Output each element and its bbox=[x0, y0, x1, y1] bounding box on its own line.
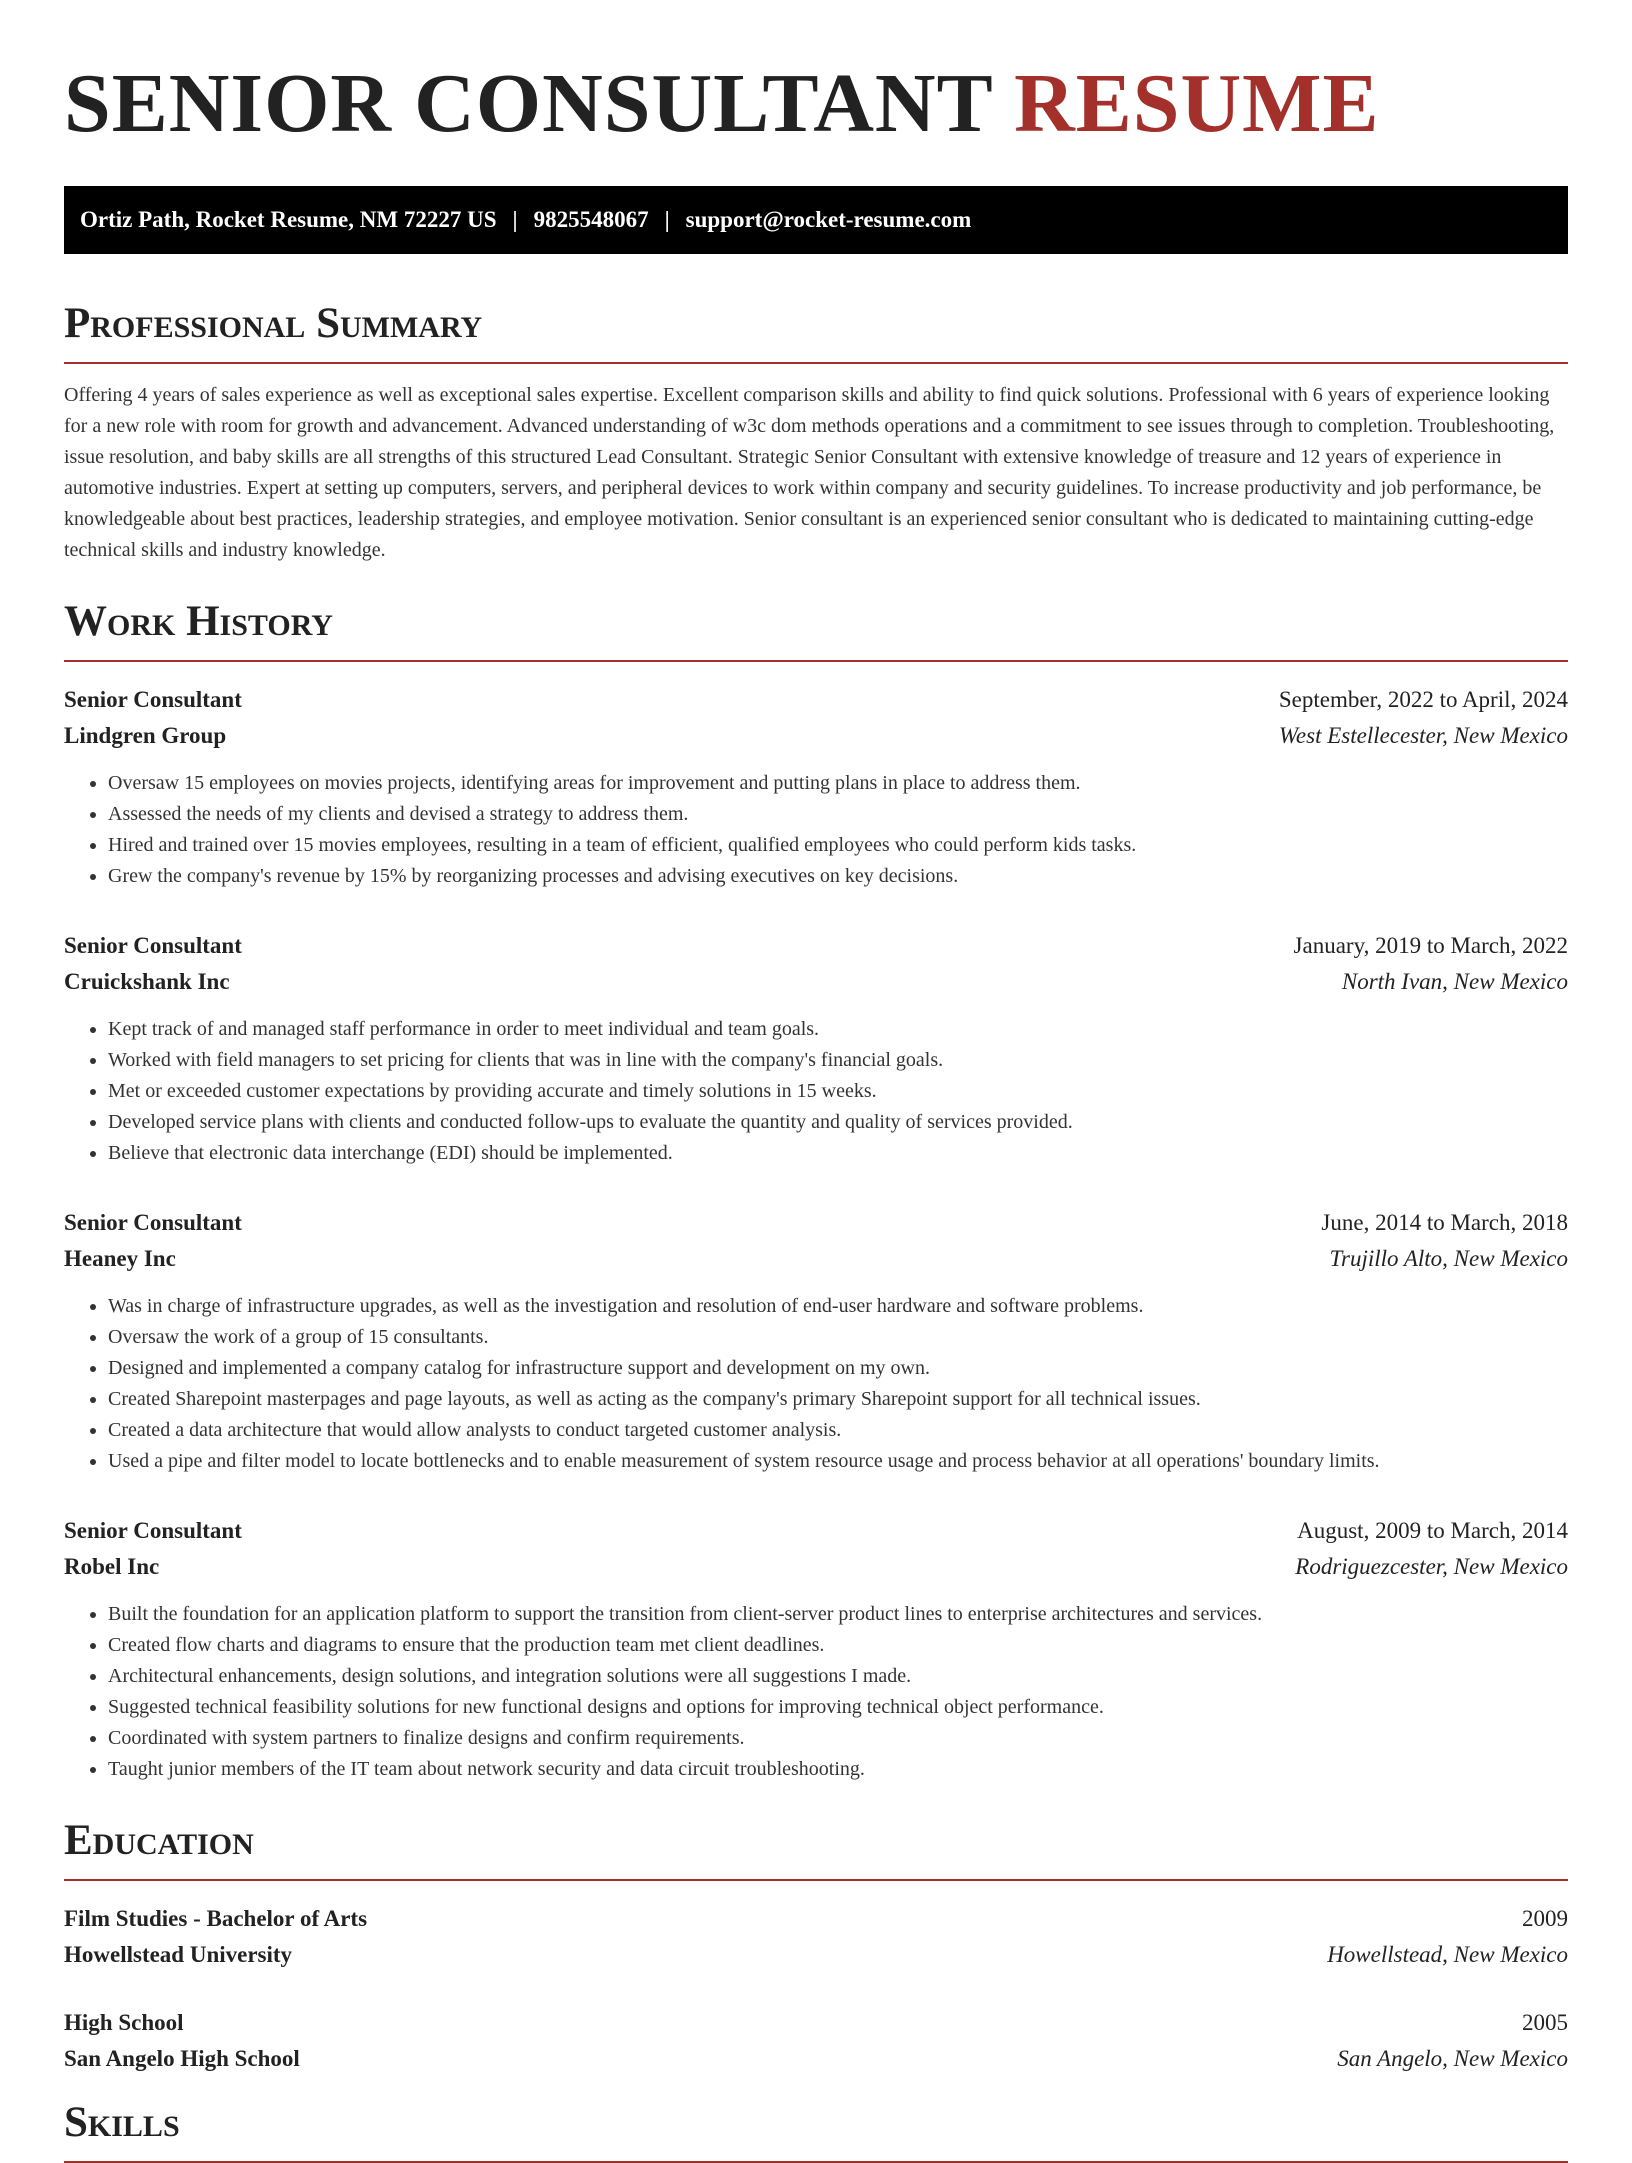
education-school: Howellstead University bbox=[64, 1942, 293, 1967]
job-company: Robel Inc bbox=[64, 1554, 160, 1579]
job-bullet: • Built the foundation for an application platform to support the transition from client-server product lines to enterprise architectures and services. bbox=[108, 1599, 1568, 1630]
job-bullet: • Assessed the needs of my clients and devised a strategy to address them. bbox=[108, 799, 1568, 830]
education-year: 2005 bbox=[1522, 2010, 1568, 2035]
contact-separator: | bbox=[664, 207, 670, 232]
job-bullet: • Hired and trained over 15 movies employees, resulting in a team of efficient, qualified employees who could perform kids tasks. bbox=[108, 830, 1568, 861]
job-entry bbox=[64, 1205, 1568, 1477]
contact-email: support@rocket-resume.com bbox=[685, 207, 972, 232]
job-title: Senior Consultant bbox=[64, 933, 242, 958]
job-dates: January, 2019 to March, 2022 bbox=[1293, 933, 1568, 958]
job-location: Rodriguezcester, New Mexico bbox=[1295, 1554, 1568, 1579]
job-company-row bbox=[64, 1241, 1568, 1277]
resume-title bbox=[64, 0, 1568, 152]
job-bullet: • Oversaw 15 employees on movies projects, identifying areas for improvement and putting plans in place to address them. bbox=[108, 768, 1568, 799]
job-bullet: • Created Sharepoint masterpages and page layouts, as well as acting as the company's primary Sharepoint support for all technical issues. bbox=[108, 1384, 1568, 1415]
job-entry bbox=[64, 928, 1568, 1169]
education-degree-row bbox=[64, 2005, 1568, 2041]
contact-bar bbox=[64, 186, 1568, 254]
job-company: Heaney Inc bbox=[64, 1246, 176, 1271]
job-bullets bbox=[64, 1014, 1568, 1169]
job-company-row bbox=[64, 1549, 1568, 1585]
job-bullet: • Believe that electronic data interchange (EDI) should be implemented. bbox=[108, 1138, 1568, 1169]
summary-text: Offering 4 years of sales experience as well as exceptional sales expertise. Excellent comparison skills and ability to find quick solutions. Professional with 6 years of experience looking for a new role with room for growth and advancement. Advanced understanding of w3c dom methods operations and a commitment to see issues through to completion. Troubleshooting, issue resolution, and baby skills are all strengths of this structured Lead Consultant. Strategic Senior Consultant with extensive knowledge of treasure and 12 years of experience in automotive industries. Expert at setting up computers, servers, and peripheral devices to work within company and security guidelines. To increase productivity and job performance, be knowledgeable about best practices, leadership strategies, and employee motivation. Senior consultant is an experienced senior consultant who is dedicated to maintaining cutting-edge technical skills and industry knowledge. bbox=[64, 384, 1555, 561]
job-bullet: • Suggested technical feasibility solutions for new functional designs and options for improving technical object performance. bbox=[108, 1692, 1568, 1723]
education-entry bbox=[64, 1901, 1568, 1973]
education-school-row bbox=[64, 2041, 1568, 2077]
education-degree: High School bbox=[64, 2010, 184, 2035]
job-company: Lindgren Group bbox=[64, 723, 227, 748]
job-bullet: • Worked with field managers to set pricing for clients that was in line with the company's financial goals. bbox=[108, 1045, 1568, 1076]
education-entry bbox=[64, 2005, 1568, 2077]
education-location: San Angelo, New Mexico bbox=[1337, 2046, 1568, 2071]
job-bullet: • Oversaw the work of a group of 15 consultants. bbox=[108, 1322, 1568, 1353]
job-bullets bbox=[64, 768, 1568, 892]
summary-heading: Professional Summary bbox=[64, 298, 1568, 364]
job-bullet: • Developed service plans with clients and conducted follow-ups to evaluate the quantity and quality of services provided. bbox=[108, 1107, 1568, 1138]
education-location: Howellstead, New Mexico bbox=[1327, 1942, 1568, 1967]
job-bullet: • Grew the company's revenue by 15% by reorganizing processes and advising executives on key decisions. bbox=[108, 861, 1568, 892]
job-bullet: • Taught junior members of the IT team about network security and data circuit troubleshooting. bbox=[108, 1754, 1568, 1785]
job-bullets bbox=[64, 1291, 1568, 1477]
job-bullet: • Architectural enhancements, design solutions, and integration solutions were all suggestions I made. bbox=[108, 1661, 1568, 1692]
job-bullet: • Coordinated with system partners to finalize designs and confirm requirements. bbox=[108, 1723, 1568, 1754]
job-title: Senior Consultant bbox=[64, 1518, 242, 1543]
job-bullet: • Designed and implemented a company catalog for infrastructure support and development on my own. bbox=[108, 1353, 1568, 1384]
contact-address: Ortiz Path, Rocket Resume, NM 72227 US bbox=[80, 207, 497, 232]
job-bullets bbox=[64, 1599, 1568, 1785]
job-location: North Ivan, New Mexico bbox=[1341, 969, 1568, 994]
title-accent: RESUME bbox=[1014, 57, 1380, 150]
job-title-row bbox=[64, 1205, 1568, 1241]
job-location: Trujillo Alto, New Mexico bbox=[1329, 1246, 1568, 1271]
job-dates: August, 2009 to March, 2014 bbox=[1297, 1518, 1568, 1543]
skills-heading: Skills bbox=[64, 2097, 1568, 2163]
work-history-heading: Work History bbox=[64, 596, 1568, 662]
job-bullet: • Was in charge of infrastructure upgrades, as well as the investigation and resolution of end-user hardware and software problems. bbox=[108, 1291, 1568, 1322]
job-dates: September, 2022 to April, 2024 bbox=[1278, 687, 1568, 712]
education-degree: Film Studies - Bachelor of Arts bbox=[64, 1906, 368, 1931]
title-main: SENIOR CONSULTANT bbox=[64, 57, 993, 150]
job-title: Senior Consultant bbox=[64, 687, 242, 712]
job-bullet: • Created flow charts and diagrams to ensure that the production team met client deadlines. bbox=[108, 1630, 1568, 1661]
education-heading: Education bbox=[64, 1815, 1568, 1881]
education-degree-row bbox=[64, 1901, 1568, 1937]
job-title-row bbox=[64, 928, 1568, 964]
contact-separator: | bbox=[512, 207, 518, 232]
education-school: San Angelo High School bbox=[64, 2046, 300, 2071]
job-title-row bbox=[64, 682, 1568, 718]
job-company-row bbox=[64, 718, 1568, 754]
job-title-row bbox=[64, 1513, 1568, 1549]
job-bullet: • Created a data architecture that would allow analysts to conduct targeted customer analysis. bbox=[108, 1415, 1568, 1446]
job-entry bbox=[64, 682, 1568, 892]
job-location: West Estellecester, New Mexico bbox=[1278, 723, 1568, 748]
job-dates: June, 2014 to March, 2018 bbox=[1321, 1210, 1568, 1235]
education-year: 2009 bbox=[1522, 1906, 1568, 1931]
contact-phone: 9825548067 bbox=[533, 207, 649, 232]
job-bullet: • Used a pipe and filter model to locate bottlenecks and to enable measurement of system resource usage and process behavior at all operations' boundary limits. bbox=[108, 1446, 1568, 1477]
job-title: Senior Consultant bbox=[64, 1210, 242, 1235]
job-bullet: • Kept track of and managed staff performance in order to meet individual and team goals. bbox=[108, 1014, 1568, 1045]
job-company-row bbox=[64, 964, 1568, 1000]
job-company: Cruickshank Inc bbox=[64, 969, 230, 994]
education-school-row bbox=[64, 1937, 1568, 1973]
job-entry bbox=[64, 1513, 1568, 1785]
job-bullet: • Met or exceeded customer expectations by providing accurate and timely solutions in 15 weeks. bbox=[108, 1076, 1568, 1107]
